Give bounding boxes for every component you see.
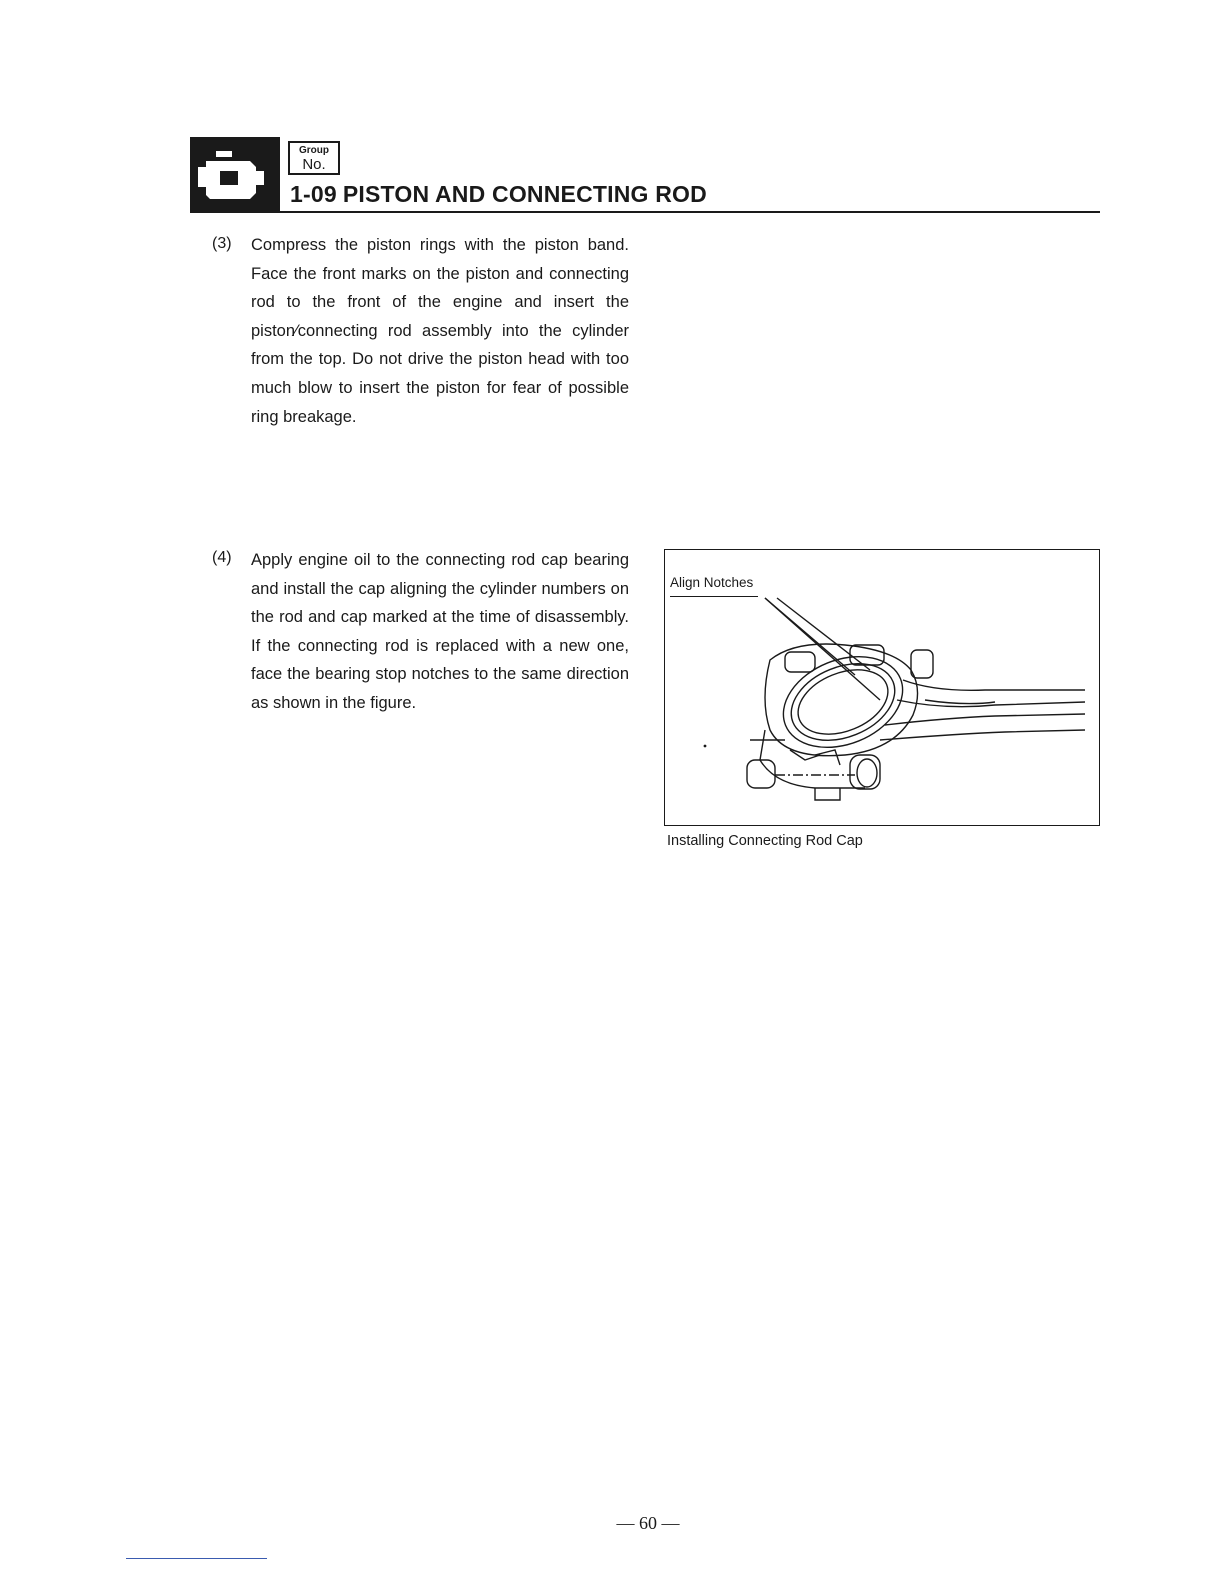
engine-badge	[190, 137, 280, 211]
section-title	[290, 181, 707, 208]
section-title-text: PISTON AND CONNECTING ROD	[342, 181, 707, 207]
engine-icon	[190, 137, 280, 211]
page-number: — 60 —	[616, 1513, 680, 1533]
group-number-box	[288, 141, 340, 175]
step-text: Compress the piston rings with the piston band. Face the front marks on the piston and connecting rod to the front of the engine and insert the piston⁄connecting rod assembly into the cylinder from the top. Do not drive the piston head with too much blow to insert the piston for fear of possible ring breakage.	[251, 236, 629, 426]
figure-frame	[664, 549, 1100, 826]
group-label: Group	[299, 145, 329, 156]
figure-caption: Installing Connecting Rod Cap	[667, 833, 863, 849]
footer-rule	[126, 1558, 267, 1559]
step-number: (4)	[212, 549, 232, 566]
section-number: 1-09	[290, 181, 337, 207]
figure-callout: Align Notches	[670, 575, 758, 597]
group-no-label: No.	[302, 156, 326, 173]
step-number: (3)	[212, 235, 232, 252]
title-rule	[190, 211, 1100, 213]
step-text: Apply engine oil to the connecting rod cap bearing and install the cap aligning the cylinder numbers on the rod and cap marked at the time of disassembly. If the connecting rod is replaced with a new one, face the bearing stop notches to the same direction as shown in the figure.	[251, 551, 629, 712]
